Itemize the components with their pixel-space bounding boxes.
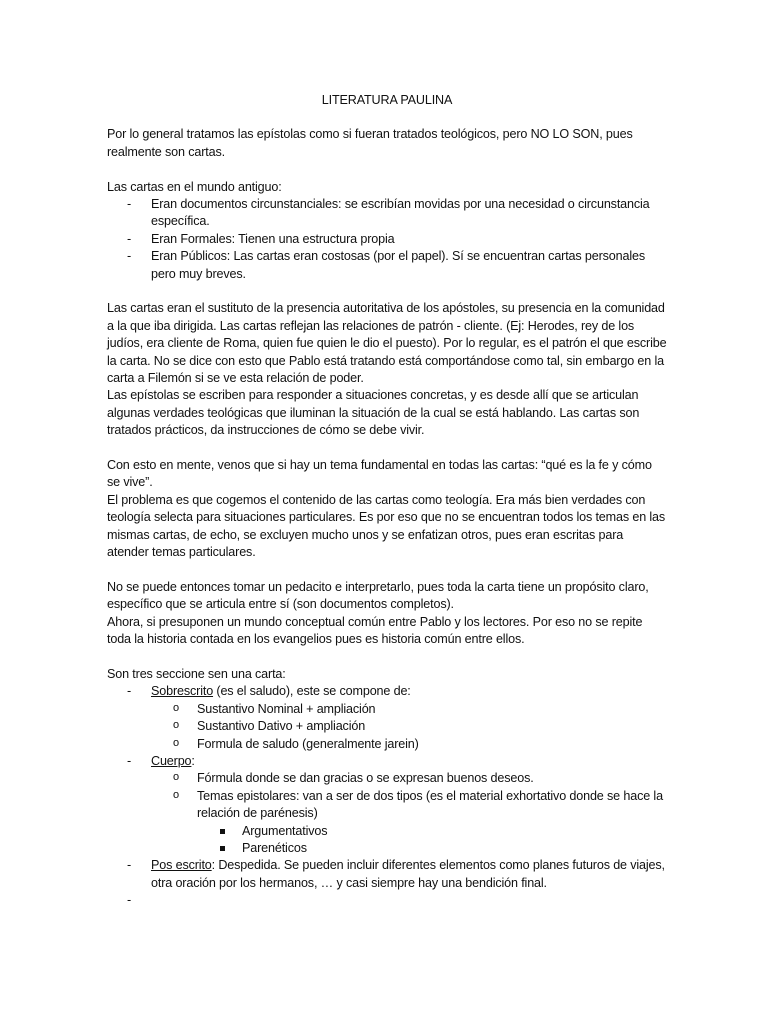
body-paragraph: Las cartas eran el sustituto de la presencia autoritativa de los apóstoles, su presencia en la comunidad a la que iba dirigida. Las cartas reflejan las relaciones de patrón - cliente. (Ej: Herodes, rey de los judíos, era cliente de Roma, quien fue quien le dio el puesto). Por lo regular, es el patrón el que escribe la carta. No se dice con esto que Pablo está tratando está comportándose como tal, sin embargo en la carta a Filemón si se ve esta relación de poder. [107,301,667,386]
section-term: Pos escrito [151,858,212,873]
section-term: Cuerpo [151,753,192,768]
list-item [151,788,667,858]
spacer [107,440,667,457]
section-posescrito [107,857,667,892]
list-item: o Fórmula donde se dan gracias o se expresan buenos deseos. [151,770,667,787]
sobrescrito-sublist [151,701,667,753]
sections-heading: Son tres seccione sen una carta: [107,666,286,681]
document-title: LITERATURA PAULINA [321,93,453,107]
list-item-text: Temas epistolares: van a ser de dos tipos (es el material exhortativo donde se hace la relación de parénesis) [197,788,663,821]
list-item: - Eran Públicos: Las cartas eran costosas (por el papel). Sí se encuentran cartas personales pero muy breves. [107,248,667,283]
body-paragraph: No se puede entonces tomar un pedacito e interpretarlo, pues toda la carta tiene un propósito claro, específico que se articula entre sí (son documentos completos). [107,579,649,612]
intro-paragraph: Por lo general tratamos las epístolas como si fueran tratados teológicos, pero NO LO SON, pues realmente son cartas. [107,127,633,159]
sections-list [107,683,667,909]
list-item: Argumentativos [197,823,667,840]
spacer [107,649,667,666]
spacer [107,562,667,579]
section-description: : Despedida. Se pueden incluir diferentes elementos como planes futuros de viajes, otra oración por los hermanos, … y casi siempre hay una bendición final. [151,858,665,890]
list-item: o Sustantivo Dativo + ampliación [151,718,667,735]
body-paragraph: Ahora, si presuponen un mundo conceptual común entre Pablo y los lectores. Por eso no se repite toda la historia contada en los evangelios pues es historia común entre ellos. [107,614,643,647]
ancient-letters-list [107,196,667,283]
list-item: - Eran Formales: Tienen una estructura propia [107,231,667,248]
list-item: o Formula de saludo (generalmente jarein) [151,736,667,753]
section-description: : [191,753,195,768]
list-item: Parenéticos [197,840,667,857]
list-item: - Eran documentos circunstanciales: se escribían movidas por una necesidad o circunstancia específica. [107,196,667,231]
section-term: Sobrescrito [151,684,214,699]
section-sobrescrito [107,683,667,753]
temas-sublist [197,823,667,858]
document-page [107,92,667,910]
empty-list-item [107,892,667,909]
body-paragraph: El problema es que cogemos el contenido de las cartas como teología. Era más bien verdades con teología selecta para situaciones particulares. Es por eso que no se encuentran todos los temas en las mismas cartas, de echo, se excluyen mucho unos y se enfatizan otros, pues eran escritas para atender temas particulares. [107,492,666,560]
section-cuerpo [107,753,667,857]
section-description: (es el saludo), este se compone de: [213,684,411,699]
body-paragraph: Con esto en mente, venos que si hay un tema fundamental en todas las cartas: “qué es la fe y cómo se vive”. [107,458,652,490]
list-item: o Sustantivo Nominal + ampliación [151,701,667,718]
cuerpo-sublist [151,770,667,857]
body-paragraph: Las epístolas se escriben para responder a situaciones concretas, y es desde allí que se articulan algunas verdades teológicas que iluminan la situación de la cual se está hablando. Las cartas son tratados prácticos, da instrucciones de cómo se debe vivir. [107,388,640,438]
spacer [107,283,667,300]
spacer [107,161,667,178]
ancient-letters-heading: Las cartas en el mundo antiguo: [107,179,282,194]
